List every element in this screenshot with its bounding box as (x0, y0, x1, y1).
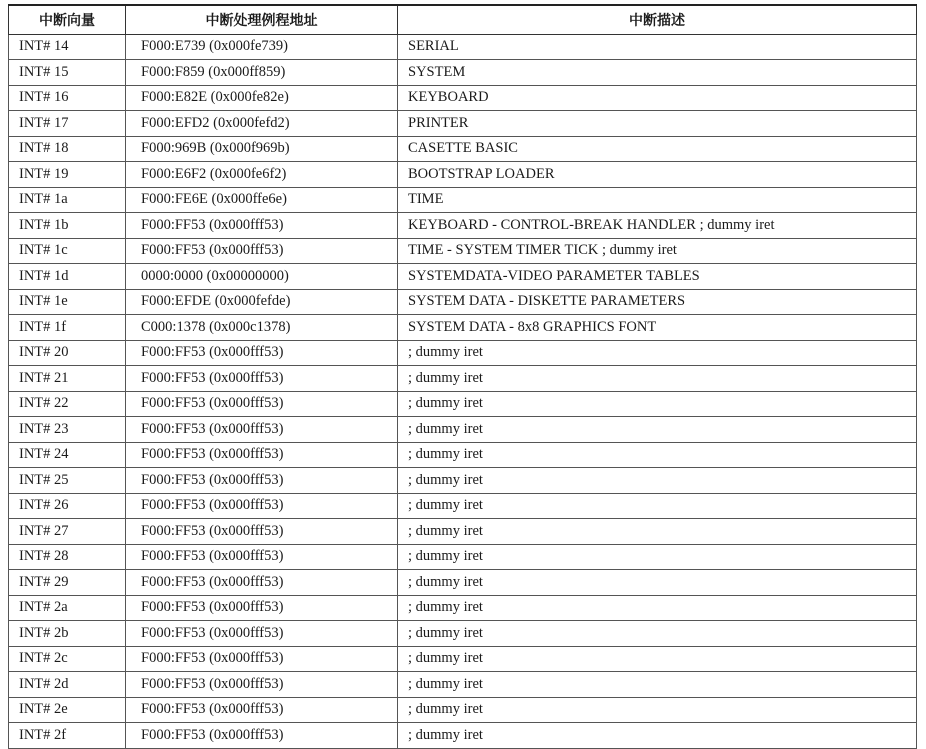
header-vector: 中断向量 (9, 5, 126, 34)
table-header-row (9, 5, 917, 34)
handler-address-cell: F000:969B (0x000f969b) (126, 136, 398, 162)
vector-cell: INT# 15 (9, 60, 126, 86)
vector-cell: INT# 25 (9, 468, 126, 494)
table-row (9, 315, 917, 341)
handler-address-cell: F000:E82E (0x000fe82e) (126, 85, 398, 111)
description-cell: ; dummy iret (398, 697, 917, 723)
table-row (9, 34, 917, 60)
handler-address-cell: F000:FF53 (0x000fff53) (126, 417, 398, 443)
handler-address-cell: F000:E6F2 (0x000fe6f2) (126, 162, 398, 188)
table-row (9, 60, 917, 86)
vector-cell: INT# 16 (9, 85, 126, 111)
description-cell: ; dummy iret (398, 391, 917, 417)
handler-address-cell: F000:FF53 (0x000fff53) (126, 366, 398, 392)
vector-cell: INT# 1b (9, 213, 126, 239)
table-row (9, 111, 917, 137)
handler-address-cell: F000:FF53 (0x000fff53) (126, 340, 398, 366)
description-cell: ; dummy iret (398, 646, 917, 672)
table-row (9, 544, 917, 570)
handler-address-cell: F000:FF53 (0x000fff53) (126, 391, 398, 417)
vector-cell: INT# 18 (9, 136, 126, 162)
vector-cell: INT# 2e (9, 697, 126, 723)
description-cell: ; dummy iret (398, 570, 917, 596)
description-cell: KEYBOARD (398, 85, 917, 111)
handler-address-cell: F000:FF53 (0x000fff53) (126, 672, 398, 698)
handler-address-cell: C000:1378 (0x000c1378) (126, 315, 398, 341)
vector-cell: INT# 2a (9, 595, 126, 621)
vector-cell: INT# 17 (9, 111, 126, 137)
table-row (9, 646, 917, 672)
table-row (9, 621, 917, 647)
handler-address-cell: 0000:0000 (0x00000000) (126, 264, 398, 290)
description-cell: ; dummy iret (398, 493, 917, 519)
interrupt-vector-table (8, 4, 917, 749)
table-row (9, 493, 917, 519)
description-cell: TIME (398, 187, 917, 213)
table-row (9, 723, 917, 749)
description-cell: SERIAL (398, 34, 917, 60)
description-cell: TIME - SYSTEM TIMER TICK ; dummy iret (398, 238, 917, 264)
vector-cell: INT# 20 (9, 340, 126, 366)
table-row (9, 213, 917, 239)
description-cell: SYSTEM DATA - DISKETTE PARAMETERS (398, 289, 917, 315)
description-cell: ; dummy iret (398, 417, 917, 443)
description-cell: ; dummy iret (398, 366, 917, 392)
vector-cell: INT# 24 (9, 442, 126, 468)
table-row (9, 570, 917, 596)
table-row (9, 340, 917, 366)
table-row (9, 417, 917, 443)
table-row (9, 442, 917, 468)
vector-cell: INT# 2d (9, 672, 126, 698)
handler-address-cell: F000:FF53 (0x000fff53) (126, 238, 398, 264)
vector-cell: INT# 22 (9, 391, 126, 417)
description-cell: SYSTEM (398, 60, 917, 86)
description-cell: ; dummy iret (398, 519, 917, 545)
description-cell: ; dummy iret (398, 340, 917, 366)
handler-address-cell: F000:EFD2 (0x000fefd2) (126, 111, 398, 137)
table-row (9, 162, 917, 188)
description-cell: SYSTEM DATA - 8x8 GRAPHICS FONT (398, 315, 917, 341)
vector-cell: INT# 21 (9, 366, 126, 392)
table-row (9, 391, 917, 417)
handler-address-cell: F000:FF53 (0x000fff53) (126, 468, 398, 494)
table-row (9, 187, 917, 213)
table-row (9, 672, 917, 698)
table-row (9, 136, 917, 162)
handler-address-cell: F000:FF53 (0x000fff53) (126, 442, 398, 468)
description-cell: CASETTE BASIC (398, 136, 917, 162)
description-cell: ; dummy iret (398, 442, 917, 468)
handler-address-cell: F000:FF53 (0x000fff53) (126, 621, 398, 647)
description-cell: ; dummy iret (398, 544, 917, 570)
vector-cell: INT# 28 (9, 544, 126, 570)
vector-cell: INT# 29 (9, 570, 126, 596)
description-cell: ; dummy iret (398, 621, 917, 647)
description-cell: ; dummy iret (398, 672, 917, 698)
table-row (9, 595, 917, 621)
vector-cell: INT# 1f (9, 315, 126, 341)
handler-address-cell: F000:FF53 (0x000fff53) (126, 646, 398, 672)
description-cell: KEYBOARD - CONTROL-BREAK HANDLER ; dummy iret (398, 213, 917, 239)
vector-cell: INT# 26 (9, 493, 126, 519)
header-description: 中断描述 (398, 5, 917, 34)
vector-cell: INT# 2f (9, 723, 126, 749)
table-row (9, 238, 917, 264)
description-cell: ; dummy iret (398, 723, 917, 749)
table-row (9, 519, 917, 545)
handler-address-cell: F000:EFDE (0x000fefde) (126, 289, 398, 315)
vector-cell: INT# 2c (9, 646, 126, 672)
table-row (9, 366, 917, 392)
handler-address-cell: F000:FF53 (0x000fff53) (126, 213, 398, 239)
header-handler-address: 中断处理例程地址 (126, 5, 398, 34)
handler-address-cell: F000:FF53 (0x000fff53) (126, 723, 398, 749)
vector-cell: INT# 14 (9, 34, 126, 60)
handler-address-cell: F000:FF53 (0x000fff53) (126, 697, 398, 723)
table-row (9, 468, 917, 494)
vector-cell: INT# 1a (9, 187, 126, 213)
handler-address-cell: F000:FF53 (0x000fff53) (126, 544, 398, 570)
vector-cell: INT# 1d (9, 264, 126, 290)
vector-cell: INT# 19 (9, 162, 126, 188)
handler-address-cell: F000:FF53 (0x000fff53) (126, 570, 398, 596)
vector-cell: INT# 1c (9, 238, 126, 264)
handler-address-cell: F000:FF53 (0x000fff53) (126, 595, 398, 621)
handler-address-cell: F000:FE6E (0x000ffe6e) (126, 187, 398, 213)
table-row (9, 697, 917, 723)
vector-cell: INT# 2b (9, 621, 126, 647)
handler-address-cell: F000:FF53 (0x000fff53) (126, 519, 398, 545)
table-row (9, 289, 917, 315)
description-cell: ; dummy iret (398, 595, 917, 621)
table-body (9, 34, 917, 748)
vector-cell: INT# 1e (9, 289, 126, 315)
vector-cell: INT# 27 (9, 519, 126, 545)
handler-address-cell: F000:E739 (0x000fe739) (126, 34, 398, 60)
table-row (9, 264, 917, 290)
description-cell: BOOTSTRAP LOADER (398, 162, 917, 188)
handler-address-cell: F000:F859 (0x000ff859) (126, 60, 398, 86)
description-cell: PRINTER (398, 111, 917, 137)
vector-cell: INT# 23 (9, 417, 126, 443)
handler-address-cell: F000:FF53 (0x000fff53) (126, 493, 398, 519)
description-cell: SYSTEMDATA-VIDEO PARAMETER TABLES (398, 264, 917, 290)
table-row (9, 85, 917, 111)
description-cell: ; dummy iret (398, 468, 917, 494)
